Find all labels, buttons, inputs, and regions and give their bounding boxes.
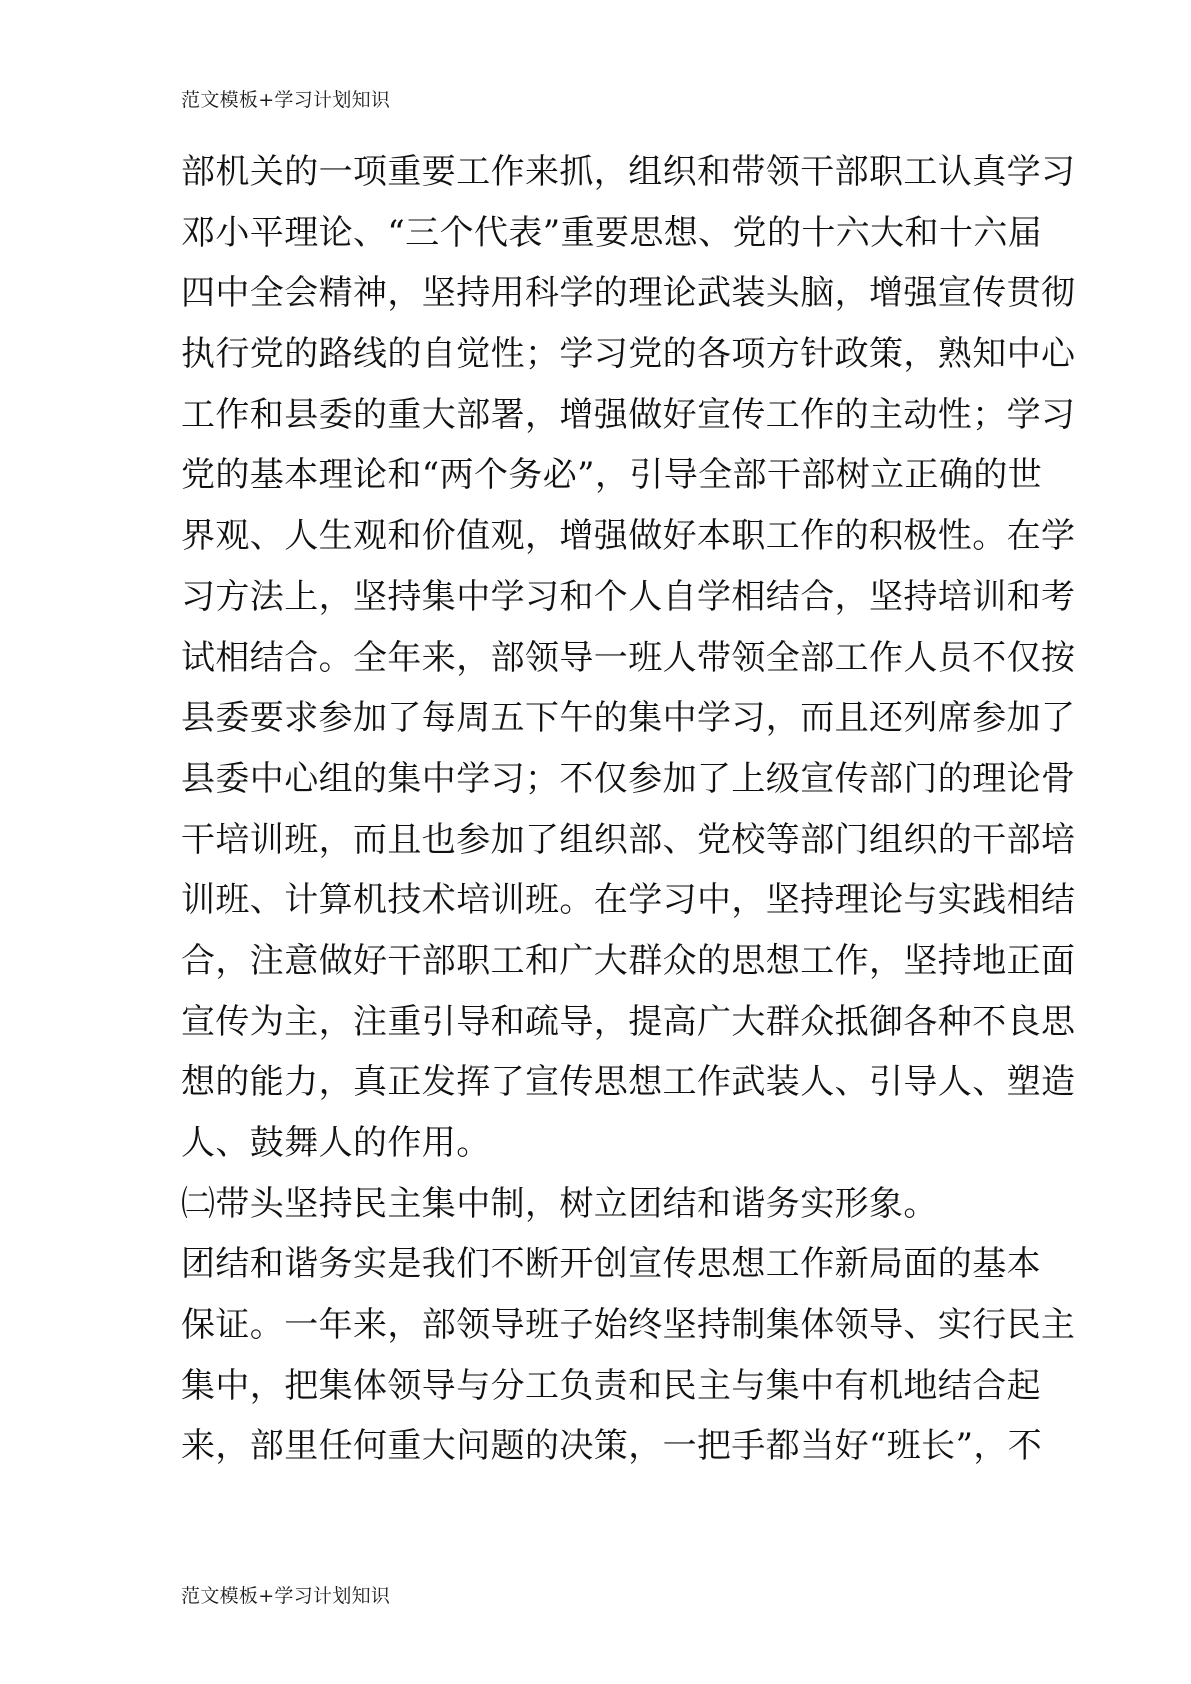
- text-line: 执行党的路线的自觉性；学习党的各项方针政策，熟知中心: [181, 334, 1076, 375]
- text-line: 保证。一年来，部领导班子始终坚持制集体领导、实行民主: [181, 1305, 1076, 1346]
- text-line: 县委中心组的集中学习；不仅参加了上级宣传部门的理论骨: [181, 758, 1076, 799]
- text-line: 四中全会精神，坚持用科学的理论武装头脑，增强宣传贯彻: [181, 273, 1076, 314]
- text-line: 党的基本理论和“两个务必”，引导全部干部树立正确的世: [181, 455, 1043, 496]
- text-line: 想的能力，真正发挥了宣传思想工作武装人、引导人、塑造: [181, 1062, 1076, 1103]
- text-line: 干培训班，而且也参加了组织部、党校等部门组织的干部培: [181, 819, 1076, 860]
- text-line: 人、鼓舞人的作用。: [181, 1123, 491, 1163]
- section-heading: ㈡带头坚持民主集中制，树立团结和谐务实形象。: [181, 1183, 938, 1224]
- page-header: 范文模板+学习计划知识: [181, 89, 391, 111]
- text-line: 宣传为主，注重引导和疏导，提高广大群众抵御各种不良思: [181, 1001, 1076, 1042]
- text-line: 习方法上，坚持集中学习和个人自学相结合，坚持培训和考: [181, 576, 1076, 617]
- body-text: [181, 142, 1076, 1477]
- text-line: 试相结合。全年来，部领导一班人带领全部工作人员不仅按: [181, 637, 1076, 678]
- text-line: 县委要求参加了每周五下午的集中学习，而且还列席参加了: [181, 698, 1076, 739]
- text-line: 工作和县委的重大部署，增强做好宣传工作的主动性；学习: [181, 394, 1076, 435]
- text-line: 邓小平理论、“三个代表”重要思想、党的十六大和十六届: [181, 212, 1043, 253]
- text-line: 来，部里任何重大问题的决策，一把手都当好“班长”，不: [181, 1426, 1043, 1467]
- text-line: 集中，把集体领导与分工负责和民主与集中有机地结合起: [181, 1365, 1041, 1406]
- text-line: 合，注意做好干部职工和广大群众的思想工作，坚持地正面: [181, 940, 1076, 981]
- text-line: 部机关的一项重要工作来抓，组织和带领干部职工认真学习: [181, 152, 1076, 192]
- page-footer: 范文模板+学习计划知识: [181, 1585, 391, 1607]
- text-line: 界观、人生观和价值观，增强做好本职工作的积极性。在学: [181, 516, 1076, 557]
- text-line: 训班、计算机技术培训班。在学习中，坚持理论与实践相结: [181, 880, 1076, 921]
- text-line: 团结和谐务实是我们不断开创宣传思想工作新局面的基本: [181, 1244, 1041, 1285]
